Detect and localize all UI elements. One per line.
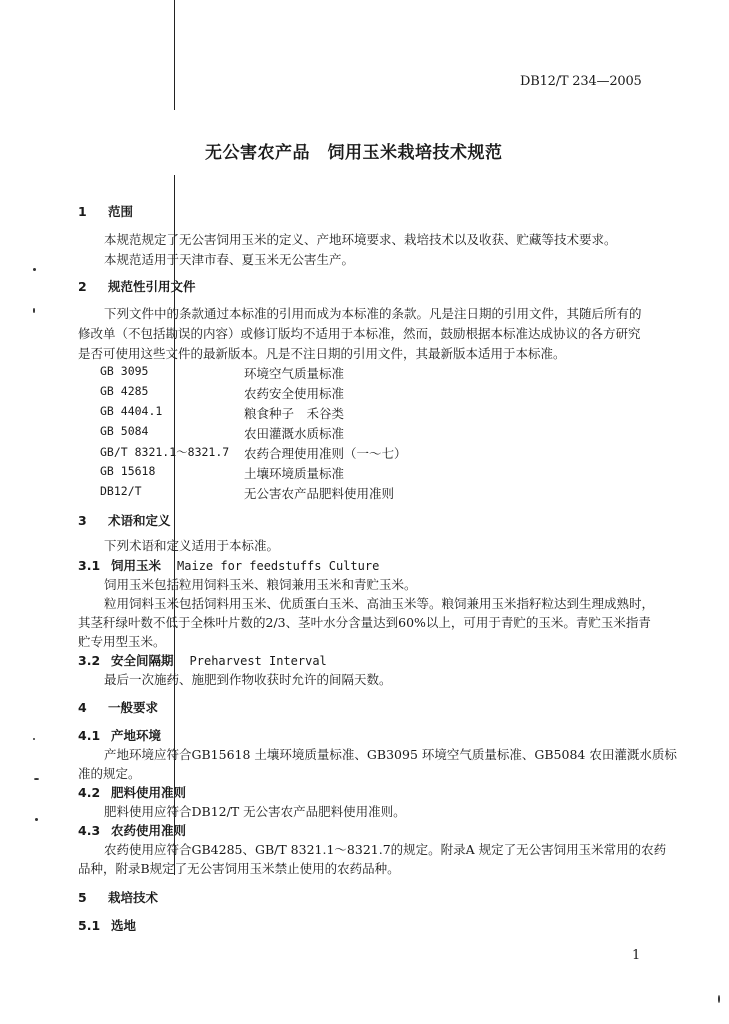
requirement-number: 4.3 bbox=[78, 823, 101, 838]
section-number: 3 bbox=[78, 513, 87, 528]
scan-speck bbox=[33, 738, 35, 740]
term-3-1-paragraph-line: 其茎秆绿叶数不低于全株叶片数的2/3、茎叶水分含量达到60%以上，可用于青贮的玉米。青贮玉米指青 bbox=[78, 615, 651, 630]
reference-title: 无公害农产品肥料使用准则 bbox=[244, 486, 395, 501]
term-english: Maize for feedstuffs Culture bbox=[177, 559, 380, 573]
requirement-4-3-line: 品种，附录B规定了无公害饲用玉米禁止使用的农药品种。 bbox=[78, 861, 400, 876]
term-number: 3.2 bbox=[78, 653, 101, 668]
page-number: 1 bbox=[632, 948, 641, 963]
term-3-2-paragraph-1: 最后一次施药、施肥到作物收获时允许的间隔天数。 bbox=[104, 672, 392, 687]
section-4-heading bbox=[78, 698, 158, 716]
requirement-title: 肥料使用准则 bbox=[111, 785, 187, 800]
section-number: 4 bbox=[78, 700, 87, 715]
scan-speck bbox=[35, 818, 38, 821]
section-1-heading bbox=[78, 202, 133, 220]
section-title: 栽培技术 bbox=[108, 890, 159, 905]
term-3-1-paragraph-1: 饲用玉米包括粒用饲料玉米、粮饲兼用玉米和青贮玉米。 bbox=[104, 577, 417, 592]
requirement-4-3-heading bbox=[78, 821, 186, 839]
section-5-heading bbox=[78, 888, 158, 906]
requirement-4-1-heading bbox=[78, 726, 161, 744]
reference-code: DB12/T bbox=[100, 484, 142, 498]
requirement-4-1-line: 产地环境应符合GB15618 土壤环境质量标准、GB3095 环境空气质量标准、GB5084 农田灌溉水质标 bbox=[104, 747, 677, 762]
term-english: Preharvest Interval bbox=[189, 654, 327, 668]
section-number: 2 bbox=[78, 279, 87, 294]
reference-code: GB 5084 bbox=[100, 424, 149, 438]
reference-title: 土壤环境质量标准 bbox=[244, 466, 345, 481]
reference-code: GB 3095 bbox=[100, 364, 149, 378]
term-number: 3.1 bbox=[78, 558, 101, 573]
section-3-intro: 下列术语和定义适用于本标准。 bbox=[104, 538, 280, 553]
term-name: 安全间隔期 bbox=[111, 653, 174, 668]
scan-speck bbox=[33, 308, 35, 313]
requirement-4-2-heading bbox=[78, 783, 186, 801]
section-number: 5 bbox=[78, 890, 87, 905]
section-1-paragraph-2: 本规范适用于天津市春、夏玉米无公害生产。 bbox=[104, 252, 355, 267]
section-3-heading bbox=[78, 511, 171, 529]
section-2-paragraph-line: 下列文件中的条款通过本标准的引用而成为本标准的条款。凡是注日期的引用文件，其随后所有的 bbox=[104, 306, 642, 321]
section-title: 范围 bbox=[108, 204, 134, 219]
section-title: 术语和定义 bbox=[108, 513, 171, 528]
requirement-4-1-line: 准的规定。 bbox=[78, 766, 141, 781]
requirement-number: 4.2 bbox=[78, 785, 101, 800]
term-3-1-heading bbox=[78, 556, 379, 574]
reference-title: 农药合理使用准则（一～七） bbox=[244, 446, 407, 461]
reference-title: 粮食种子 禾谷类 bbox=[244, 406, 345, 421]
reference-title: 环境空气质量标准 bbox=[244, 366, 345, 381]
reference-code: GB 15618 bbox=[100, 464, 156, 478]
requirement-title: 农药使用准则 bbox=[111, 823, 187, 838]
reference-code: GB/T 8321.1～8321.7 bbox=[100, 445, 230, 459]
reference-title: 农药安全使用标准 bbox=[244, 386, 345, 401]
scan-speck bbox=[718, 995, 720, 1003]
subsection-number: 5.1 bbox=[78, 918, 101, 933]
requirement-number: 4.1 bbox=[78, 728, 101, 743]
section-2-heading bbox=[78, 277, 196, 295]
section-2-paragraph-line: 修改单（不包括勘误的内容）或修订版均不适用于本标准，然而，鼓励根据本标准达成协议的各方研究 bbox=[78, 326, 641, 341]
reference-code: GB 4404.1 bbox=[100, 404, 163, 418]
section-2-paragraph-line: 是否可使用这些文件的最新版本。凡是不注日期的引用文件，其最新版本适用于本标准。 bbox=[78, 346, 566, 361]
section-1-paragraph-1: 本规范规定了无公害饲用玉米的定义、产地环境要求、栽培技术以及收获、贮藏等技术要求。 bbox=[104, 232, 617, 247]
document-title: 无公害农产品 饲用玉米栽培技术规范 bbox=[205, 143, 503, 163]
subsection-5-1-heading bbox=[78, 916, 136, 934]
scan-speck bbox=[34, 778, 39, 780]
reference-code: GB 4285 bbox=[100, 384, 149, 398]
requirement-4-2-line: 肥料使用应符合DB12/T 无公害农产品肥料使用准则。 bbox=[104, 804, 406, 819]
term-3-1-paragraph-line: 粒用饲料玉米包括饲料用玉米、优质蛋白玉米、高油玉米等。粮饲兼用玉米指籽粒达到生理成熟时， bbox=[104, 596, 655, 611]
scan-fold-line bbox=[174, 0, 175, 110]
section-title: 一般要求 bbox=[108, 700, 159, 715]
section-number: 1 bbox=[78, 204, 87, 219]
section-title: 规范性引用文件 bbox=[108, 279, 196, 294]
subsection-title: 选地 bbox=[111, 918, 137, 933]
term-3-2-heading bbox=[78, 651, 327, 669]
term-name: 饲用玉米 bbox=[111, 558, 162, 573]
requirement-4-3-line: 农药使用应符合GB4285、GB/T 8321.1～8321.7的规定。附录A 规定了无公害饲用玉米常用的农药 bbox=[104, 842, 667, 857]
term-3-1-paragraph-line: 贮专用型玉米。 bbox=[78, 634, 166, 649]
requirement-title: 产地环境 bbox=[111, 728, 162, 743]
document-code: DB12/T 234—2005 bbox=[520, 74, 642, 89]
scan-speck bbox=[33, 268, 36, 271]
reference-title: 农田灌溉水质标准 bbox=[244, 426, 345, 441]
